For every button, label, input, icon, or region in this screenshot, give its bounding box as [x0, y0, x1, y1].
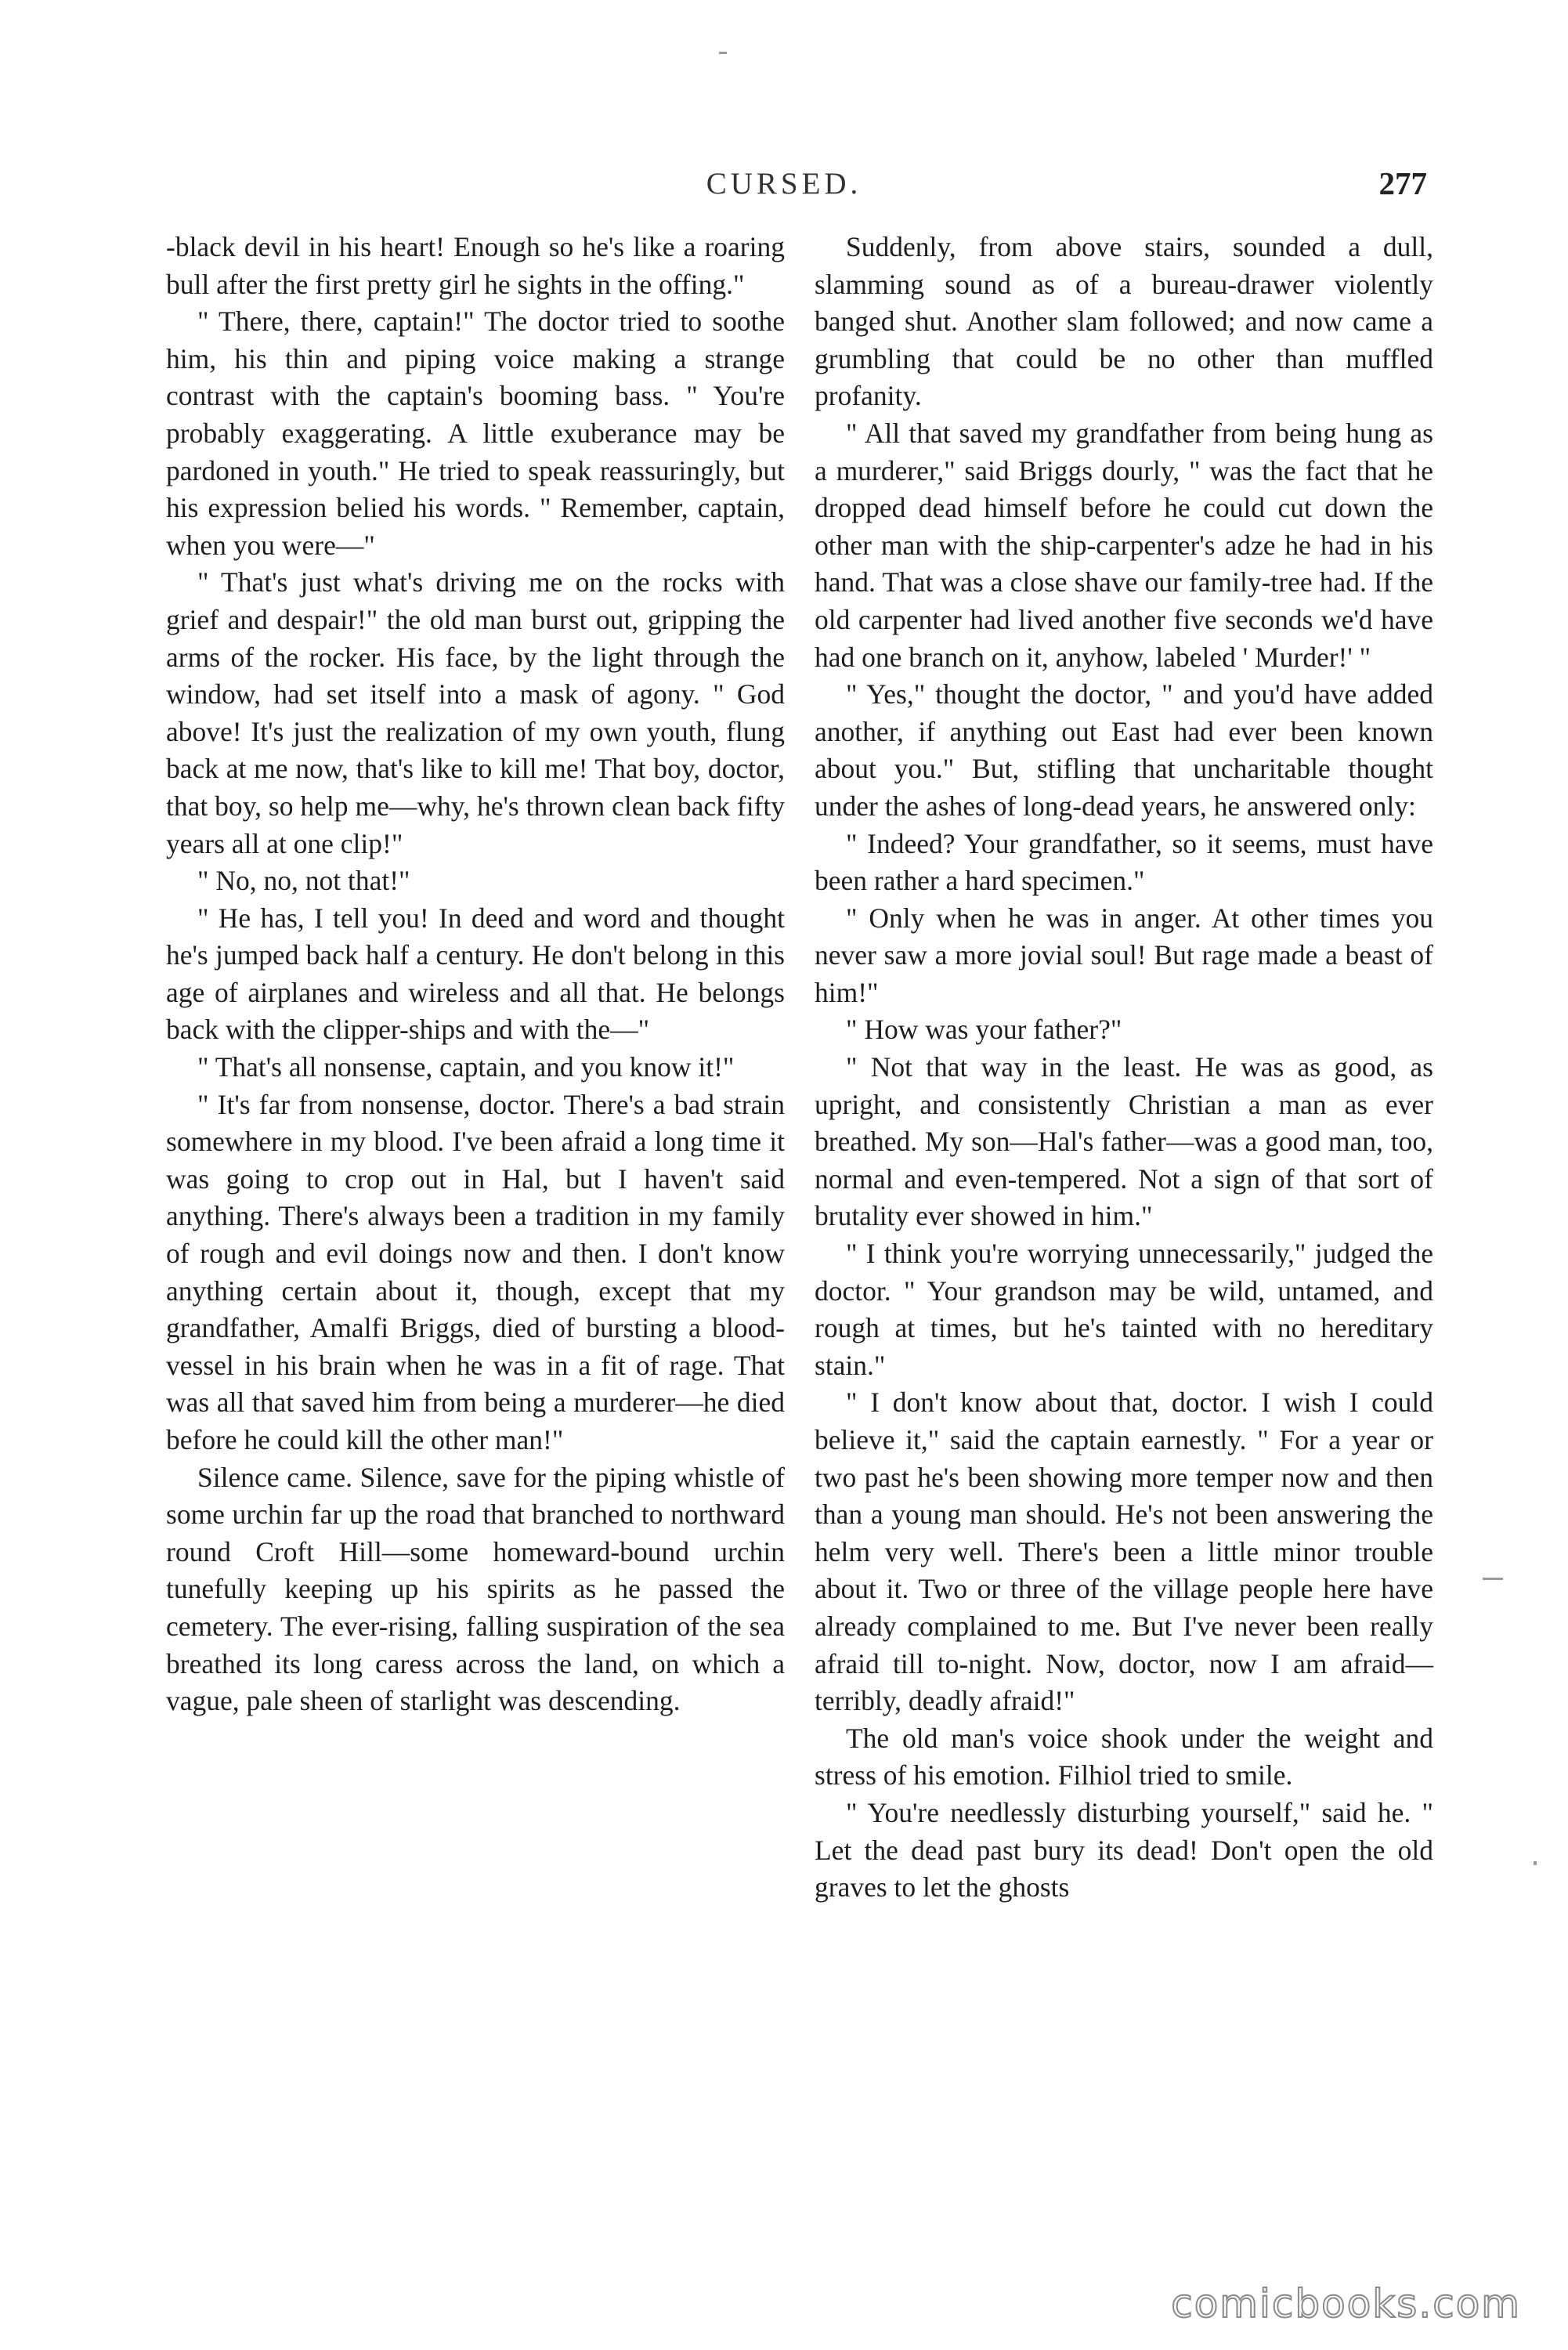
running-title: CURSED.	[706, 167, 862, 201]
paragraph: " You're needlessly disturbing yourself," said he. " Let the dead past bury its dead! Don't open the old graves to let the ghosts	[815, 1796, 1433, 1904]
paragraph: " He has, I tell you! In deed and word and thought he's jumped back half a century. He don't belong in this age of airplanes and wireless and all that. He belongs back with the clipper-ships and with the—"	[166, 902, 785, 1046]
right-column	[815, 229, 1433, 1907]
scan-speck	[719, 52, 727, 54]
paragraph: " Indeed? Your grandfather, so it seems, must have been rather a hard specimen."	[815, 827, 1433, 897]
page-number: 277	[1378, 165, 1427, 201]
paragraph: " All that saved my grandfather from being hung as a murderer," said Briggs dourly, " was the fact that he dropped dead himself before he could cut down the other man with the ship-carpenter's adze he had in his hand. That was a close shave our family-tree had. If the old carpenter had lived another five seconds we'd have had one branch on it, anyhow, labeled ' Murder!' "	[815, 417, 1433, 673]
watermark-logo: comicbooks.com	[1171, 2281, 1521, 2326]
page-header	[0, 166, 1568, 213]
paragraph: " Yes," thought the doctor, " and you'd have added another, if anything out East had ever been known about you." But, stifling that uncharitable thought under the ashes of long-dead years, he answered only:	[815, 678, 1433, 822]
paragraph: " No, no, not that!"	[197, 865, 410, 897]
paragraph: " That's just what's driving me on the rocks with grief and despair!" the old man burst out, gripping the arms of the rocker. His face, by the light through the window, had set itself into a mask of agony. " God above! It's just the realization of my own youth, flung back at me now, that's like to kill me! That boy, doctor, that boy, so help me—why, he's thrown clean back fifty years all at one clip!"	[166, 566, 785, 859]
paragraph: " How was your father?"	[846, 1014, 1122, 1046]
paragraph: Suddenly, from above stairs, sounded a dull, slamming sound as of a bureau-drawer violently banged shut. Another slam followed; and now came a grumbling that could be no other than muffled profanity.	[815, 231, 1433, 412]
paragraph: Silence came. Silence, save for the piping whistle of some urchin far up the road that branched to northward round Croft Hill—some homeward-bound urchin tunefully keeping up his spirits as he passed the cemetery. The ever-rising, falling suspiration of the sea breathed its long caress across the land, on which a vague, pale sheen of starlight was descending.	[166, 1461, 785, 1717]
paragraph: The old man's voice shook under the weight and stress of his emotion. Filhiol tried to smile.	[815, 1722, 1433, 1791]
paragraph: " It's far from nonsense, doctor. There's a bad strain somewhere in my blood. I've been afraid a long time it was going to crop out in Hal, but I haven't said anything. There's always been a tradition in my family of rough and evil doings now and then. I don't know anything certain about it, though, except that my grandfather, Amalfi Briggs, died of bursting a blood-vessel in his brain when he was in a fit of rage. That was all that saved him from being a murderer—he died before he could kill the other man!"	[166, 1088, 785, 1455]
left-column	[166, 229, 785, 1720]
scan-speck	[1483, 1578, 1503, 1580]
paragraph: " Not that way in the least. He was as good, as upright, and consistently Christian a man as ever breathed. My son—Hal's father—was a good man, too, normal and even-tempered. Not a sign of that sort of brutality ever showed in him."	[815, 1051, 1433, 1232]
paragraph: " Only when he was in anger. At other times you never saw a more jovial soul! But rage made a beast of him!"	[815, 902, 1433, 1008]
paragraph: " That's all nonsense, captain, and you know it!"	[197, 1051, 735, 1083]
paragraph: -black devil in his heart! Enough so he's like a roaring bull after the first pretty girl he sights in the offing."	[166, 231, 785, 300]
paragraph: " There, there, captain!" The doctor tried to soothe him, his thin and piping voice making a strange contrast with the captain's booming bass. " You're probably exaggerating. A little exuberance may be pardoned in youth." He tried to speak reassuringly, but his expression belied his words. " Remember, captain, when you were—"	[166, 306, 785, 561]
paragraph: " I don't know about that, doctor. I wish I could believe it," said the captain earnestly. " For a year or two past he's been showing more temper now and then than a young man should. He's not been answering the helm very well. There's been a little minor trouble about it. Two or three of the village people here have already complained to me. But I've never been really afraid till to-night. Now, doctor, now I am afraid—terribly, deadly afraid!"	[815, 1386, 1433, 1717]
paragraph: " I think you're worrying unnecessarily," judged the doctor. " Your grandson may be wild, untamed, and rough at times, but he's tainted with no hereditary stain."	[815, 1238, 1433, 1381]
scan-speck	[1534, 1861, 1537, 1865]
